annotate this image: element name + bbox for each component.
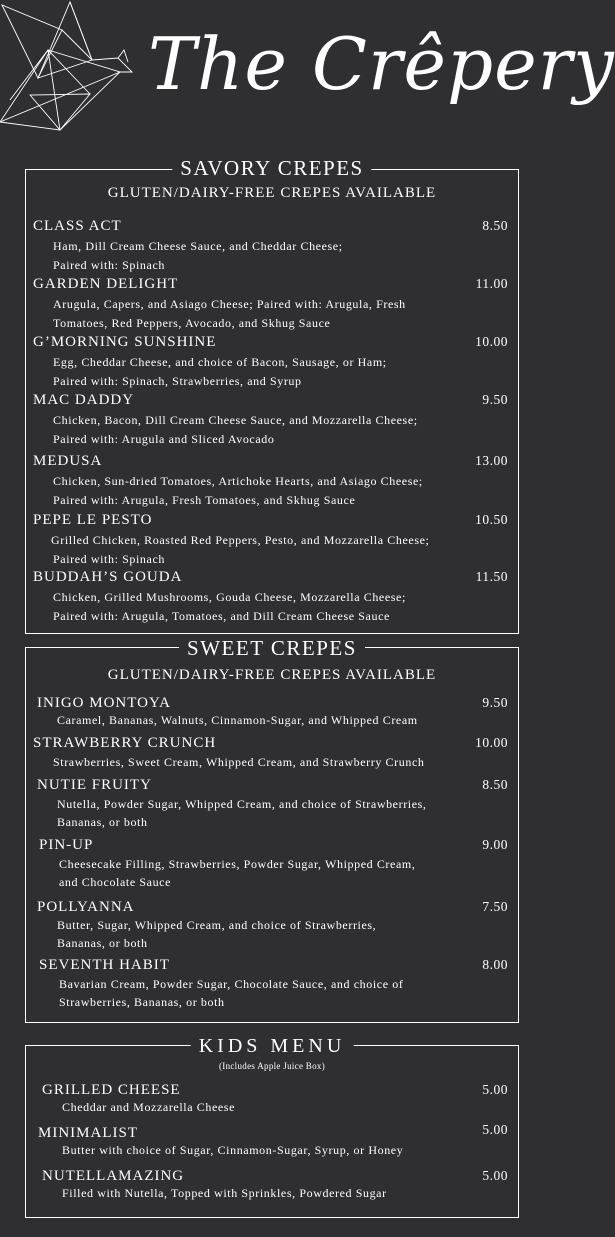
item-description: Egg, Cheddar Cheese, and choice of Bacon, Sausage, or Ham;	[53, 355, 387, 369]
item-description: Nutella, Powder Sugar, Whipped Cream, and choice of Strawberries,	[57, 797, 427, 811]
item-price: 10.50	[475, 512, 508, 527]
item-price: 13.00	[475, 453, 508, 468]
item-name: PIN-UP	[39, 837, 94, 853]
item-name: PEPE LE PESTO	[33, 512, 153, 528]
sweet-subtitle: GLUTEN/DAIRY-FREE CREPES AVAILABLE	[107, 667, 437, 683]
item-description: Strawberries, Sweet Cream, Whipped Cream, and Strawberry Crunch	[53, 755, 425, 769]
item-price: 10.00	[475, 334, 508, 349]
item-description: Cheesecake Filling, Strawberries, Powder Sugar, Whipped Cream,	[59, 857, 416, 871]
item-price: 5.00	[482, 1122, 508, 1137]
item-description: Butter with choice of Sugar, Cinnamon-Sugar, Syrup, or Honey	[62, 1143, 404, 1157]
savory-section-title: SAVORY CREPES	[172, 156, 371, 180]
brand-logo-text: The Crêpery	[148, 22, 615, 106]
item-name: INIGO MONTOYA	[37, 695, 171, 711]
item-price: 7.50	[482, 899, 508, 914]
savory-subtitle: GLUTEN/DAIRY-FREE CREPES AVAILABLE	[107, 185, 437, 201]
item-price: 8.50	[482, 218, 508, 233]
item-price: 5.00	[482, 1082, 508, 1097]
item-description: Butter, Sugar, Whipped Cream, and choice of Strawberries,	[57, 918, 377, 932]
item-name: G’MORNING SUNSHINE	[33, 334, 217, 350]
item-description: Filled with Nutella, Topped with Sprinkles, Powdered Sugar	[62, 1186, 387, 1200]
sweet-section-title: SWEET CREPES	[179, 636, 365, 660]
item-description: Paired with: Spinach	[53, 258, 165, 272]
item-price: 10.00	[475, 735, 508, 750]
item-name: GARDEN DELIGHT	[33, 276, 179, 292]
item-name: MAC DADDY	[33, 392, 135, 408]
item-description: Paired with: Arugula, Tomatoes, and Dill Cream Cheese Sauce	[53, 609, 390, 623]
item-description: Chicken, Bacon, Dill Cream Cheese Sauce, and Mozzarella Cheese;	[53, 413, 418, 427]
kids-menu-section	[25, 1035, 519, 1218]
item-description: Strawberries, Bananas, or both	[59, 995, 225, 1009]
item-name: NUTIE FRUITY	[37, 777, 152, 793]
item-name: STRAWBERRY CRUNCH	[33, 735, 217, 751]
item-description: Bananas, or both	[57, 815, 148, 829]
item-name: MINIMALIST	[38, 1125, 138, 1141]
item-name: MEDUSA	[33, 453, 103, 469]
item-description: and Chocolate Sauce	[59, 875, 172, 889]
item-description: Paired with: Arugula, Fresh Tomatoes, and Skhug Sauce	[53, 493, 356, 507]
item-name: CLASS ACT	[33, 218, 122, 234]
item-name: POLLYANNA	[37, 899, 135, 915]
sweet-crepes-section	[25, 636, 519, 1023]
item-price: 9.50	[482, 392, 508, 407]
item-price: 9.50	[482, 695, 508, 710]
item-name: BUDDAH’S GOUDA	[33, 569, 183, 585]
item-description: Bavarian Cream, Powder Sugar, Chocolate Sauce, and choice of	[59, 977, 404, 991]
item-price: 11.50	[475, 569, 508, 584]
kids-section-title: KIDS MENU	[191, 1034, 354, 1058]
item-description: Arugula, Capers, and Asiago Cheese; Paired with: Arugula, Fresh	[53, 297, 406, 311]
kids-note: (Includes Apple Juice Box)	[218, 1061, 326, 1071]
item-description: Tomatoes, Red Peppers, Avocado, and Skhug Sauce	[53, 316, 331, 330]
savory-crepes-section	[25, 156, 519, 634]
item-description: Grilled Chicken, Roasted Red Peppers, Pesto, and Mozzarella Cheese;	[51, 533, 430, 547]
item-price: 8.50	[482, 777, 508, 792]
item-price: 8.00	[482, 957, 508, 972]
item-description: Paired with: Arugula and Sliced Avocado	[53, 432, 275, 446]
item-description: Chicken, Sun-dried Tomatoes, Artichoke Hearts, and Asiago Cheese;	[53, 474, 423, 488]
item-description: Chicken, Grilled Mushrooms, Gouda Cheese, Mozzarella Cheese;	[53, 590, 406, 604]
item-price: 9.00	[482, 837, 508, 852]
item-description: Paired with: Spinach, Strawberries, and Syrup	[53, 374, 302, 388]
item-name: NUTELLAMAZING	[42, 1168, 185, 1184]
item-description: Cheddar and Mozzarella Cheese	[62, 1100, 235, 1114]
item-description: Bananas, or both	[57, 936, 148, 950]
item-name: GRILLED CHEESE	[42, 1082, 181, 1098]
item-price: 5.00	[482, 1168, 508, 1183]
item-description: Paired with: Spinach	[53, 552, 165, 566]
item-description: Caramel, Bananas, Walnuts, Cinnamon-Sugar, and Whipped Cream	[57, 713, 418, 727]
item-name: SEVENTH HABIT	[39, 957, 170, 973]
origami-crane-icon	[0, 0, 140, 135]
item-price: 11.00	[475, 276, 508, 291]
item-description: Ham, Dill Cream Cheese Sauce, and Cheddar Cheese;	[53, 239, 343, 253]
